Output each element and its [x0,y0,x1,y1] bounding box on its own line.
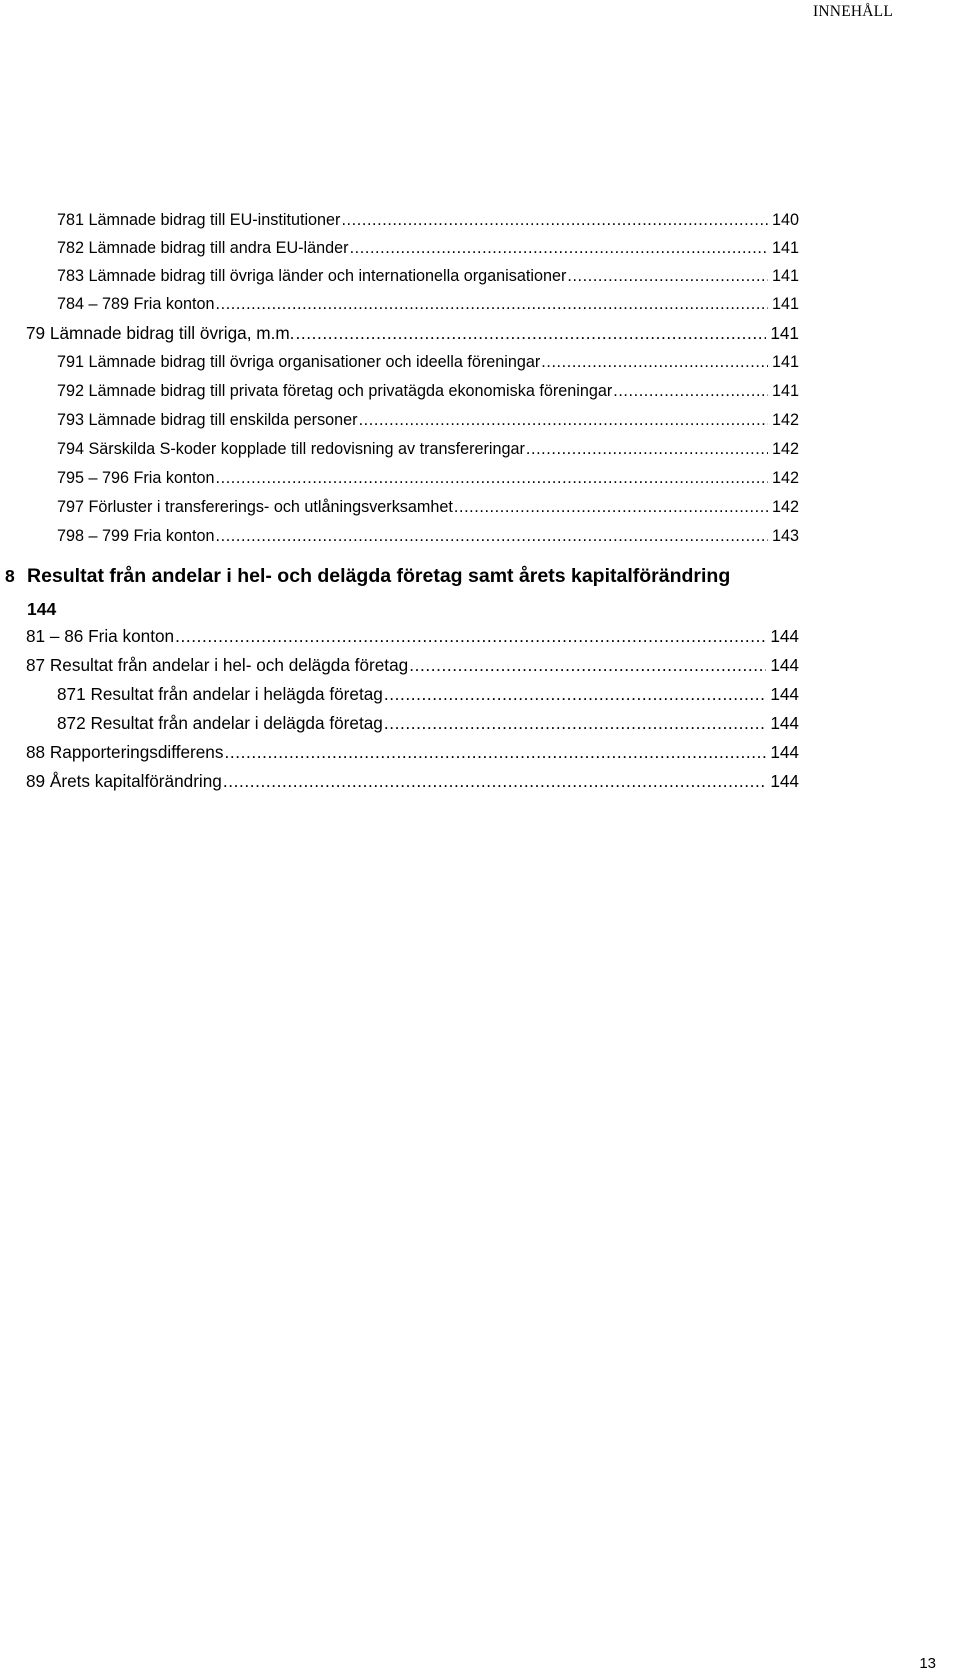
toc-entry-title: 782 Lämnade bidrag till andra EU-länder [57,239,349,257]
toc-entry-page: 144 [770,684,799,704]
toc-entry[interactable] [26,320,799,346]
toc-leader-dots [384,681,766,707]
toc-leader-dots [541,349,768,375]
toc-leader-dots [409,652,766,678]
toc-leader-dots [223,768,766,794]
toc-leader-dots [384,710,766,736]
chapter-title[interactable]: Resultat från andelar i hel- och delägda företag samt årets kapitalförändring [27,565,731,587]
toc-entry-page: 140 [771,211,799,229]
toc-entry[interactable] [26,739,799,765]
toc-leader-dots [341,207,768,233]
toc-entry-page: 142 [771,498,799,516]
toc-entry-title: 872 Resultat från andelar i delägda företag [57,713,383,733]
toc-leader-dots [216,523,768,549]
toc-entry[interactable] [57,465,799,491]
toc-entry-page: 142 [771,469,799,487]
toc-entry-title: 88 Rapporteringsdifferens [26,742,224,762]
toc-entry-title: 791 Lämnade bidrag till övriga organisationer och ideella föreningar [57,353,541,371]
toc-entry-page: 141 [770,323,799,343]
toc-entry-page: 144 [770,771,799,791]
toc-entry-page: 143 [771,527,799,545]
toc-entry[interactable] [26,652,799,678]
toc-leader-dots [216,291,768,317]
toc-entry-title: 81 – 86 Fria konton [26,626,175,646]
toc-entry[interactable] [57,681,799,707]
toc-entry-title: 79 Lämnade bidrag till övriga, m.m. [26,323,295,343]
toc-leader-dots [216,465,768,491]
toc-leader-dots [613,378,768,404]
toc-entry-title: 792 Lämnade bidrag till privata företag och privatägda ekonomiska föreningar [57,382,613,400]
toc-entry-page: 141 [771,267,799,285]
toc-leader-dots [224,739,766,765]
toc-entry-page: 141 [771,382,799,400]
toc-entry[interactable] [57,349,799,375]
toc-entry-page: 144 [770,626,799,646]
toc-entry-page: 144 [770,713,799,733]
toc-entry[interactable] [57,291,799,317]
toc-entry[interactable] [57,523,799,549]
toc-entry-page: 142 [771,440,799,458]
toc-entry[interactable] [57,407,799,433]
toc-entry-page: 144 [770,742,799,762]
running-header: INNEHÅLL [813,3,893,20]
toc-entry[interactable] [57,235,799,261]
toc-entry-page: 144 [770,655,799,675]
toc-entry-title: 794 Särskilda S-koder kopplade till redovisning av transfereringar [57,440,525,458]
toc-leader-dots [295,320,766,346]
toc-entry[interactable] [57,378,799,404]
chapter-page: 144 [27,599,57,619]
toc-entry-title: 795 – 796 Fria konton [57,469,215,487]
toc-entry-title: 793 Lämnade bidrag till enskilda personer [57,411,358,429]
toc-entry-title: 784 – 789 Fria konton [57,295,215,313]
toc-entry[interactable] [26,768,799,794]
toc-entry-page: 141 [771,295,799,313]
toc-entry-title: 87 Resultat från andelar i hel- och delägda företag [26,655,409,675]
page-number: 13 [919,1655,936,1672]
toc-entry[interactable] [57,494,799,520]
toc-entry-title: 781 Lämnade bidrag till EU-institutioner [57,211,341,229]
toc-entry-title: 871 Resultat från andelar i helägda företag [57,684,383,704]
toc-leader-dots [526,436,768,462]
toc-leader-dots [175,623,766,649]
toc-entry[interactable] [57,710,799,736]
toc-entry[interactable] [57,207,799,233]
toc-entry-page: 142 [771,411,799,429]
toc-entry-page: 141 [771,239,799,257]
toc-entry[interactable] [26,623,799,649]
toc-entry-title: 798 – 799 Fria konton [57,527,215,545]
toc-leader-dots [454,494,768,520]
toc-entry-title: 797 Förluster i transfererings- och utlåningsverksamhet [57,498,453,516]
toc-entry[interactable] [57,263,799,289]
toc-entry-title: 783 Lämnade bidrag till övriga länder och internationella organisationer [57,267,567,285]
toc-leader-dots [567,263,768,289]
toc-entry-title: 89 Årets kapitalförändring [26,771,222,791]
toc-leader-dots [350,235,768,261]
chapter-number: 8 [5,566,15,586]
toc-entry-page: 141 [771,353,799,371]
toc-leader-dots [359,407,768,433]
toc-entry[interactable] [57,436,799,462]
